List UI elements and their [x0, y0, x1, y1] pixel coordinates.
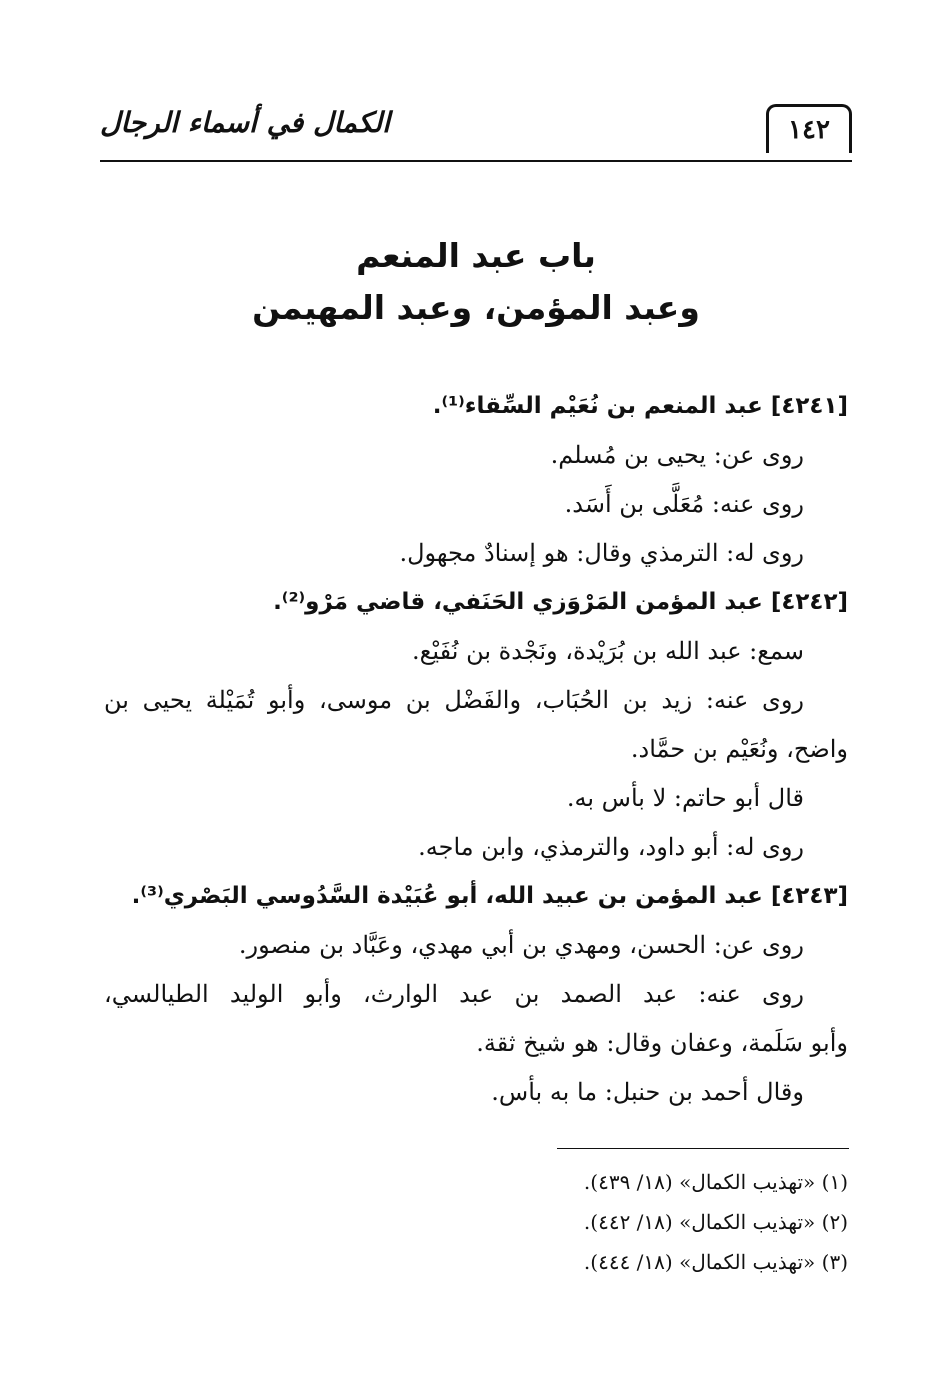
entry-heading-4243: [٤٢٤٣] عبد المؤمن بن عبيد الله، أبو عُبَيْدة السَّدُوسي البَصْري⁽³⁾.: [131, 883, 848, 909]
entry-heading-4242: [٤٢٤٢] عبد المؤمن المَرْوَزي الحَنَفي، قاضي مَرْو⁽²⁾.: [273, 589, 848, 615]
footnote-1: (١) «تهذيب الكمال» (١٨/ ٤٣٩).: [583, 1170, 848, 1194]
text-line: وأبو سَلَمة، وعفان وقال: هو شيخ ثقة.: [476, 1029, 848, 1057]
footnote-2: (٢) «تهذيب الكمال» (١٨/ ٤٤٢).: [583, 1210, 848, 1234]
header-rule: [100, 160, 852, 162]
chapter-title-line-1: باب عبد المنعم: [356, 236, 596, 275]
main-text: [104, 382, 848, 1117]
text-line: روى له: أبو داود، والترمذي، وابن ماجه.: [418, 833, 804, 861]
text-line: روى عن: الحسن، ومهدي بن أبي مهدي، وعَبَّاد بن منصور.: [238, 931, 804, 959]
page-number: ١٤٢: [766, 104, 852, 153]
footnote-rule: [557, 1148, 849, 1149]
text-line: روى له: الترمذي وقال: هو إسنادٌ مجهول.: [399, 539, 804, 567]
text-line: روى عنه: مُعَلَّى بن أَسَد.: [564, 490, 804, 518]
text-line: روى عن: يحيى بن مُسلم.: [550, 441, 804, 469]
footnotes: [104, 1162, 848, 1282]
entry-heading-4241: [٤٢٤١] عبد المنعم بن نُعَيْم السِّقاء⁽¹⁾.: [432, 393, 848, 419]
text-line: سمع: عبد الله بن بُرَيْدة، ونَجْدة بن نُفَيْع.: [411, 637, 804, 665]
text-line: وقال أحمد بن حنبل: ما به بأس.: [491, 1078, 804, 1106]
running-title: الكمال في أسماء الرجال: [100, 106, 390, 139]
text-line: روى عنه: عبد الصمد بن عبد الوارث، وأبو الوليد الطيالسي،: [104, 980, 804, 1008]
text-line: قال أبو حاتم: لا بأس به.: [566, 784, 804, 812]
text-line: روى عنه: زيد بن الحُبَاب، والفَضْل بن موسى، وأبو تُمَيْلة يحيى بن: [104, 686, 804, 714]
text-line: واضح، ونُعَيْم بن حمَّاد.: [630, 735, 848, 763]
page-header: [100, 96, 852, 162]
footnote-3: (٣) «تهذيب الكمال» (١٨/ ٤٤٤).: [583, 1250, 848, 1274]
chapter-title-line-2: وعبد المؤمن، وعبد المهيمن: [252, 288, 700, 327]
